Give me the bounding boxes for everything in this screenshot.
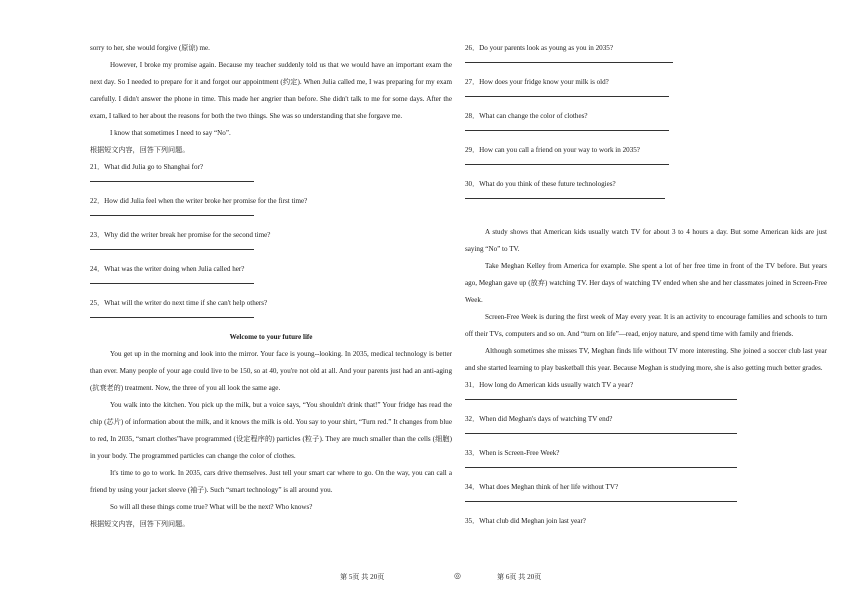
question-22: 22．How did Julia feel when the writer broke her promise for the first time? xyxy=(90,197,308,205)
instruction: 根据短文内容，回答下列问题。 xyxy=(90,520,190,528)
answer-line[interactable] xyxy=(90,283,254,284)
page-footer xyxy=(0,572,860,586)
question-26: 26．Do your parents look as young as you in 2035? xyxy=(465,44,613,52)
paragraph: Although sometimes she misses TV, Meghan finds life without TV more interesting. She joined a soccer club last year and she started learning to play basketball this year. Because Meghan is studying more, she is also getting much better grades. xyxy=(465,347,827,372)
answer-line[interactable] xyxy=(465,96,669,97)
question-25: 25．What will the writer do next time if she can't help others? xyxy=(90,299,268,307)
question-24: 24．What was the writer doing when Julia called her? xyxy=(90,265,245,273)
answer-line[interactable] xyxy=(90,215,254,216)
instruction: 根据短文内容，回答下列问题。 xyxy=(90,146,190,154)
question-29: 29．How can you call a friend on your way to work in 2035? xyxy=(465,146,640,154)
answer-line[interactable] xyxy=(465,501,737,502)
answer-line[interactable] xyxy=(465,399,737,400)
paragraph: However, I broke my promise again. Because my teacher suddenly told us that we would have an important exam the next day. So I needed to prepare for it and forgot our appointment (约定). When Julia called me, I was preparing for my exam carefully. I didn't answer the phone in time. This made her angrier than before. She didn't talk to me for some days. After the exam, I talked to her about the reasons for both the two things. She was so understanding that she forgave me. xyxy=(90,61,452,120)
answer-line[interactable] xyxy=(465,62,673,63)
paragraph: It's time to go to work. In 2035, cars drive themselves. Just tell your smart car where to go. On the way, you can call a friend by using your jacket sleeve (袖子). Such “smart technology” is all around you. xyxy=(90,469,452,494)
binding-mark-icon: ◎ xyxy=(454,571,461,580)
answer-line[interactable] xyxy=(90,317,254,318)
page-number-left: 第 5页 共 20页 xyxy=(340,573,385,581)
answer-line[interactable] xyxy=(465,164,669,165)
question-32: 32．When did Meghan's days of watching TV end? xyxy=(465,415,613,423)
question-21: 21．What did Julia go to Shanghai for? xyxy=(90,163,204,171)
right-column xyxy=(465,40,827,530)
question-33: 33．When is Screen-Free Week? xyxy=(465,449,560,457)
paragraph: Screen-Free Week is during the first week of May every year. It is an activity to encourage families and schools to turn off their TVs, computers and so on. And “turn on life”—read, enjoy nature, and spend time with family and friends. xyxy=(465,313,827,338)
answer-line[interactable] xyxy=(465,433,737,434)
paragraph: A study shows that American kids usually watch TV for about 3 to 4 hours a day. But some American kids are just saying “No” to TV. xyxy=(465,228,827,253)
answer-line[interactable] xyxy=(465,198,665,199)
answer-line[interactable] xyxy=(465,130,669,131)
paragraph: sorry to her, she would forgive (原谅) me. xyxy=(90,44,210,52)
paragraph: So will all these things come true? What will be the next? Who knows? xyxy=(110,503,313,511)
question-30: 30．What do you think of these future technologies? xyxy=(465,180,616,188)
answer-line[interactable] xyxy=(90,249,254,250)
passage-title: Welcome to your future life xyxy=(229,333,313,341)
left-column xyxy=(90,40,452,533)
paragraph: You get up in the morning and look into the mirror. Your face is young--looking. In 2035, medical technology is better than ever. Many people of your age could live to be 150, so at 40, you're not old at all. And your parents just had an anti-aging (抗衰老的) treatment. Now, the three of you all look the same age. xyxy=(90,350,452,392)
paragraph: Take Meghan Kelley from America for example. She spent a lot of her free time in front of the TV before. But years ago, Meghan gave up (放弃) watching TV. Her days of watching TV ended when she and her classmates joined in Screen-Free Week. xyxy=(465,262,827,304)
question-27: 27．How does your fridge know your milk is old? xyxy=(465,78,609,86)
question-35: 35．What club did Meghan join last year? xyxy=(465,517,586,525)
question-34: 34．What does Meghan think of her life without TV? xyxy=(465,483,619,491)
answer-line[interactable] xyxy=(465,467,737,468)
question-28: 28．What can change the color of clothes? xyxy=(465,112,588,120)
paragraph: I know that sometimes I need to say “No”. xyxy=(110,129,231,137)
page-number-right: 第 6页 共 20页 xyxy=(497,573,542,581)
question-31: 31．How long do American kids usually watch TV a year? xyxy=(465,381,634,389)
answer-line[interactable] xyxy=(90,181,254,182)
question-23: 23．Why did the writer break her promise for the second time? xyxy=(90,231,271,239)
paragraph: You walk into the kitchen. You pick up the milk, but a voice says, “You shouldn't drink that!” Your fridge has read the chip (芯片) of information about the milk, and it knows the milk is old. You say to your shirt, “Turn red.” It changes from blue to red, In 2035, “smart clothes”have programmed (设定程序的) particles (粒子). They are much smaller than the cells (细胞) in your body. The programmed particles can change the color of clothes. xyxy=(90,401,452,460)
